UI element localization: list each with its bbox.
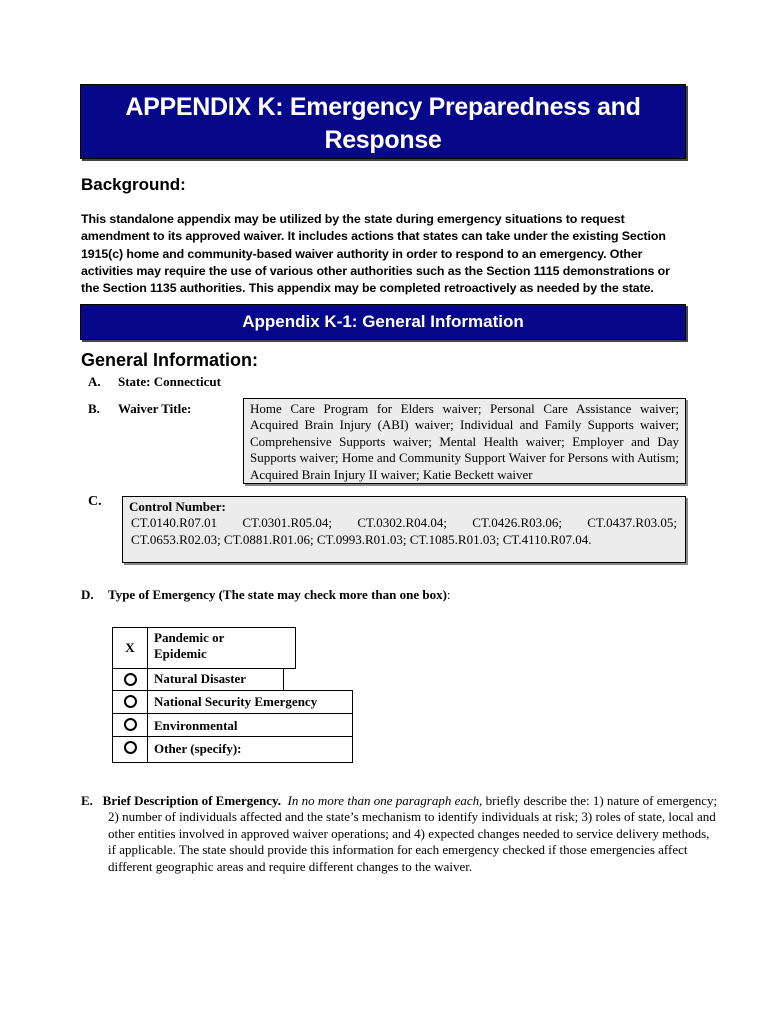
- control-number: CT.0140.R07.01: [131, 515, 218, 531]
- brief-description-text: , briefly describe the: 1) nature of emergency; 2) number of individuals affected and the state’s mechanism to identify individuals at risk; 3) roles of state, local and other entities involved in approved waiver operations; and 4) expected changes needed to service delivery methods, if applicable. The state should provide this information for each emergency checked if those emergencies affect different geographic areas and require different changes to the waiver.: [108, 793, 718, 874]
- control-number-label: Control Number:: [129, 499, 226, 514]
- brief-description-italic: In no more than one paragraph each: [287, 793, 480, 808]
- emergency-type-colon: :: [446, 587, 451, 602]
- appendix-title-line1: APPENDIX K: Emergency Preparedness and: [125, 93, 641, 121]
- control-number-field[interactable]: [122, 496, 686, 563]
- emergency-type-text: Type of Emergency (The state may check more than one box): [108, 587, 447, 602]
- other-radio[interactable]: [112, 736, 148, 763]
- state-label: State: Connecticut: [118, 374, 221, 389]
- control-number: CT.0302.R04.04;: [357, 515, 448, 531]
- radio-circle-icon: [124, 741, 137, 754]
- control-number-line1: [131, 515, 677, 531]
- pandemic-label: [154, 630, 224, 662]
- brief-description-label: Brief Description of Emergency.: [102, 793, 282, 808]
- control-number: CT.0301.R05.04;: [242, 515, 333, 531]
- control-number: CT.0437.R03.05;: [587, 515, 677, 531]
- waiver-title-field[interactable]: Home Care Program for Elders waiver; Personal Care Assistance waiver; Acquired Brain Injury (ABI) waiver; Individual and Family Supports waiver; Comprehensive Supports waiver; Mental Health waiver; Employer and Day Supports waiver; Home and Community Support Waiver for Persons with Autism; Acquired Brain Injury II waiver; Katie Beckett waiver: [243, 398, 686, 484]
- control-number-line2: CT.0653.R02.03; CT.0881.R01.06; CT.0993.R01.03; CT.1085.R01.03; CT.4110.R07.04.: [131, 531, 592, 547]
- environmental-label: Environmental: [154, 718, 238, 733]
- item-a-letter: A.: [88, 374, 101, 389]
- appendix-title-banner: [80, 84, 686, 159]
- pandemic-checkbox[interactable]: X: [112, 627, 148, 669]
- control-number: CT.0426.R03.06;: [472, 515, 562, 531]
- brief-description-paragraph: [81, 793, 718, 875]
- radio-circle-icon: [124, 718, 137, 731]
- item-e-letter: E.: [81, 793, 93, 808]
- natural-disaster-radio[interactable]: [112, 668, 148, 691]
- appendix-title-line2: Response: [324, 126, 442, 154]
- item-b-letter: B.: [88, 401, 100, 416]
- pandemic-label-line2: Epidemic: [154, 646, 207, 661]
- item-d-letter: D.: [81, 587, 94, 602]
- item-c-letter: C.: [88, 494, 102, 509]
- emergency-type-label: [108, 587, 451, 603]
- other-label: Other (specify):: [154, 741, 242, 756]
- national-security-radio[interactable]: [112, 690, 148, 714]
- background-heading: Background:: [81, 175, 186, 194]
- section-k1-banner: Appendix K-1: General Information: [80, 304, 686, 340]
- waiver-title-label: Waiver Title:: [118, 401, 192, 416]
- natural-disaster-label: Natural Disaster: [154, 671, 247, 686]
- pandemic-label-line1: Pandemic or: [154, 630, 225, 645]
- national-security-label: National Security Emergency: [154, 694, 318, 709]
- radio-circle-icon: [124, 673, 137, 686]
- general-information-heading: General Information:: [81, 350, 259, 370]
- radio-circle-icon: [124, 695, 137, 708]
- environmental-radio[interactable]: [112, 713, 148, 737]
- background-text: This standalone appendix may be utilized by the state during emergency situations to request amendment to its approved waiver. It includes actions that states can take under the existing Section 1915(c) home and community-based waiver authority in order to respond to an emergency. Other activities may require the use of various other authorities such as the Section 1115 demonstrations or the Section 1135 authorities. This appendix may be completed retroactively as needed by the state.: [81, 212, 670, 296]
